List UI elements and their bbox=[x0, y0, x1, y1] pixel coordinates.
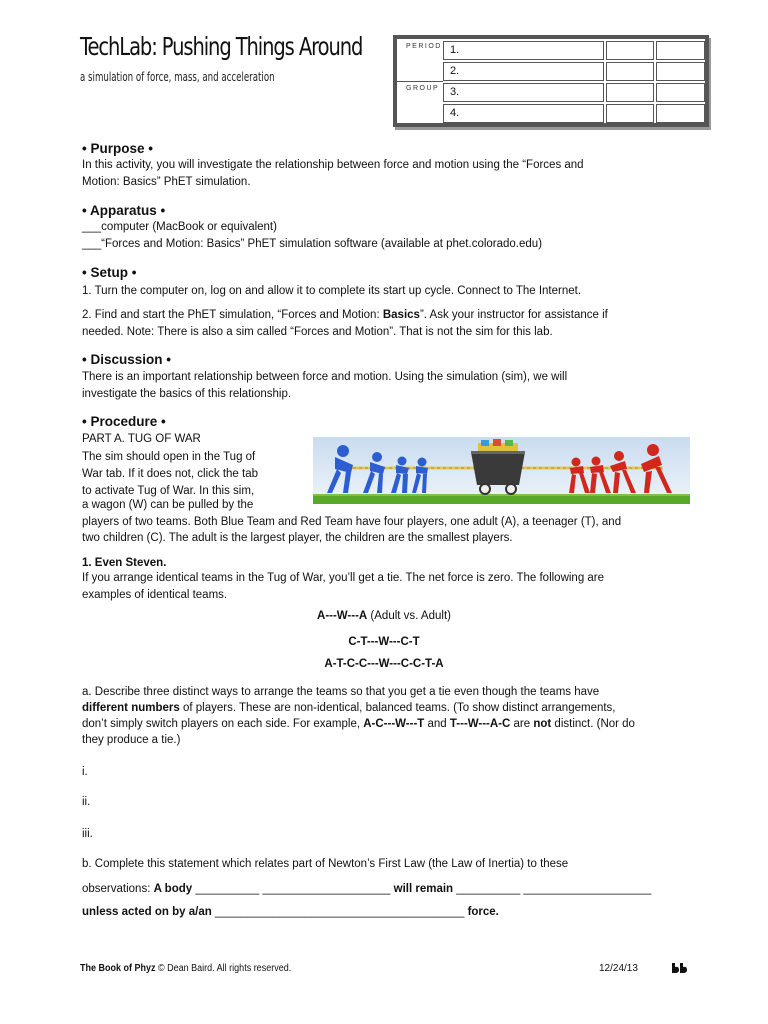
tug-of-war-illustration bbox=[313, 437, 690, 504]
procedure-line: The sim should open in the Tug of bbox=[82, 451, 256, 463]
row-cell[interactable] bbox=[606, 62, 654, 81]
procedure-line: War tab. If it does not, click the tab bbox=[82, 468, 258, 480]
book-of-phyz-logo-icon bbox=[670, 962, 688, 977]
even-steven-heading: 1. Even Steven. bbox=[82, 557, 167, 569]
row-cell[interactable] bbox=[606, 83, 654, 102]
row-number[interactable]: 3. bbox=[443, 83, 604, 102]
discussion-heading: • Discussion • bbox=[82, 352, 171, 367]
row-cell[interactable] bbox=[606, 41, 654, 60]
row-number[interactable]: 2. bbox=[443, 62, 604, 81]
answer-label-iii: iii. bbox=[82, 828, 93, 840]
apparatus-heading: • Apparatus • bbox=[82, 203, 166, 218]
answer-label-i: i. bbox=[82, 766, 88, 778]
box-row-2 bbox=[443, 62, 705, 82]
discussion-line: investigate the basics of this relationship. bbox=[82, 388, 292, 400]
box-row-4 bbox=[443, 104, 705, 124]
apparatus-item: ___“Forces and Motion: Basics” PhET simulation software (available at phet.colorado.edu) bbox=[82, 238, 543, 250]
procedure-line: to activate Tug of War. In this sim, bbox=[82, 485, 255, 497]
period-group-box bbox=[393, 35, 709, 127]
setup-step-2-line: needed. Note: There is also a sim called “Forces and Motion”. That is not the sim for this lab. bbox=[82, 326, 553, 338]
procedure-line: two children (C). The adult is the largest player, the children are the smallest players. bbox=[82, 532, 513, 544]
question-b-line: b. Complete this statement which relates part of Newton’s First Law (the Law of Inertia) to these bbox=[82, 858, 569, 870]
setup-heading: • Setup • bbox=[82, 265, 137, 280]
example-3: A-T-C-C---W---C-C-T-A bbox=[324, 658, 444, 670]
group-label: GROUP bbox=[406, 85, 440, 92]
footer-date: 12/24/13 bbox=[599, 963, 638, 974]
discussion-line: There is an important relationship between force and motion. Using the simulation (sim), we will bbox=[82, 371, 568, 383]
row-number[interactable]: 1. bbox=[443, 41, 604, 60]
procedure-line: a wagon (W) can be pulled by the bbox=[82, 499, 254, 511]
procedure-line: players of two teams. Both Blue Team and Red Team have four players, one adult (A), a teenager (T), and bbox=[82, 516, 622, 528]
question-b-line: unless acted on by a/an _______________________________________ force. bbox=[82, 906, 499, 918]
setup-step-2: 2. Find and start the PhET simulation, “Forces and Motion: Basics”. Ask your instructor for assistance if bbox=[82, 309, 608, 321]
even-steven-line: If you arrange identical teams in the Tug of War, you’ll get a tie. The net force is zero. The following are bbox=[82, 572, 605, 584]
setup-step-1: 1. Turn the computer on, log on and allow it to complete its start up cycle. Connect to The Internet. bbox=[82, 285, 582, 297]
procedure-heading: • Procedure • bbox=[82, 414, 166, 429]
purpose-heading: • Purpose • bbox=[82, 141, 153, 156]
row-cell[interactable] bbox=[606, 104, 654, 123]
row-cell[interactable] bbox=[656, 104, 705, 123]
box-row-1 bbox=[443, 41, 705, 61]
question-b-line: observations: A body __________ ____________________ will remain __________ ____________________ bbox=[82, 883, 652, 895]
row-cell[interactable] bbox=[656, 62, 705, 81]
example-2: C-T---W---C-T bbox=[348, 636, 420, 648]
period-label: PERIOD bbox=[406, 43, 442, 50]
even-steven-line: examples of identical teams. bbox=[82, 589, 228, 601]
answer-label-ii: ii. bbox=[82, 796, 91, 808]
question-a-line: don’t simply switch players on each side. For example, A-C---W---T and T---W---A-C are not distinct. (Nor do bbox=[82, 718, 635, 730]
row-number[interactable]: 4. bbox=[443, 104, 604, 123]
apparatus-item: ___computer (MacBook or equivalent) bbox=[82, 221, 277, 233]
question-a-line: they produce a tie.) bbox=[82, 734, 181, 746]
page-title: TechLab: Pushing Things Around bbox=[80, 32, 363, 61]
box-row-3 bbox=[443, 83, 705, 103]
purpose-line: Motion: Basics” PhET simulation. bbox=[82, 176, 251, 188]
row-cell[interactable] bbox=[656, 41, 705, 60]
box-divider bbox=[397, 81, 443, 82]
row-cell[interactable] bbox=[656, 83, 705, 102]
question-a-line: different numbers of players. These are non-identical, balanced teams. (To show distinct arrangements, bbox=[82, 702, 616, 714]
example-1: A---W---A (Adult vs. Adult) bbox=[317, 610, 451, 622]
footer-copyright: The Book of Phyz © Dean Baird. All rights reserved. bbox=[80, 963, 292, 974]
page-subtitle: a simulation of force, mass, and acceleration bbox=[80, 70, 275, 84]
question-a-line: a. Describe three distinct ways to arrange the teams so that you get a tie even though the teams have bbox=[82, 686, 600, 698]
purpose-line: In this activity, you will investigate the relationship between force and motion using the “Forces and bbox=[82, 159, 584, 171]
part-a-heading: PART A. TUG OF WAR bbox=[82, 433, 201, 445]
